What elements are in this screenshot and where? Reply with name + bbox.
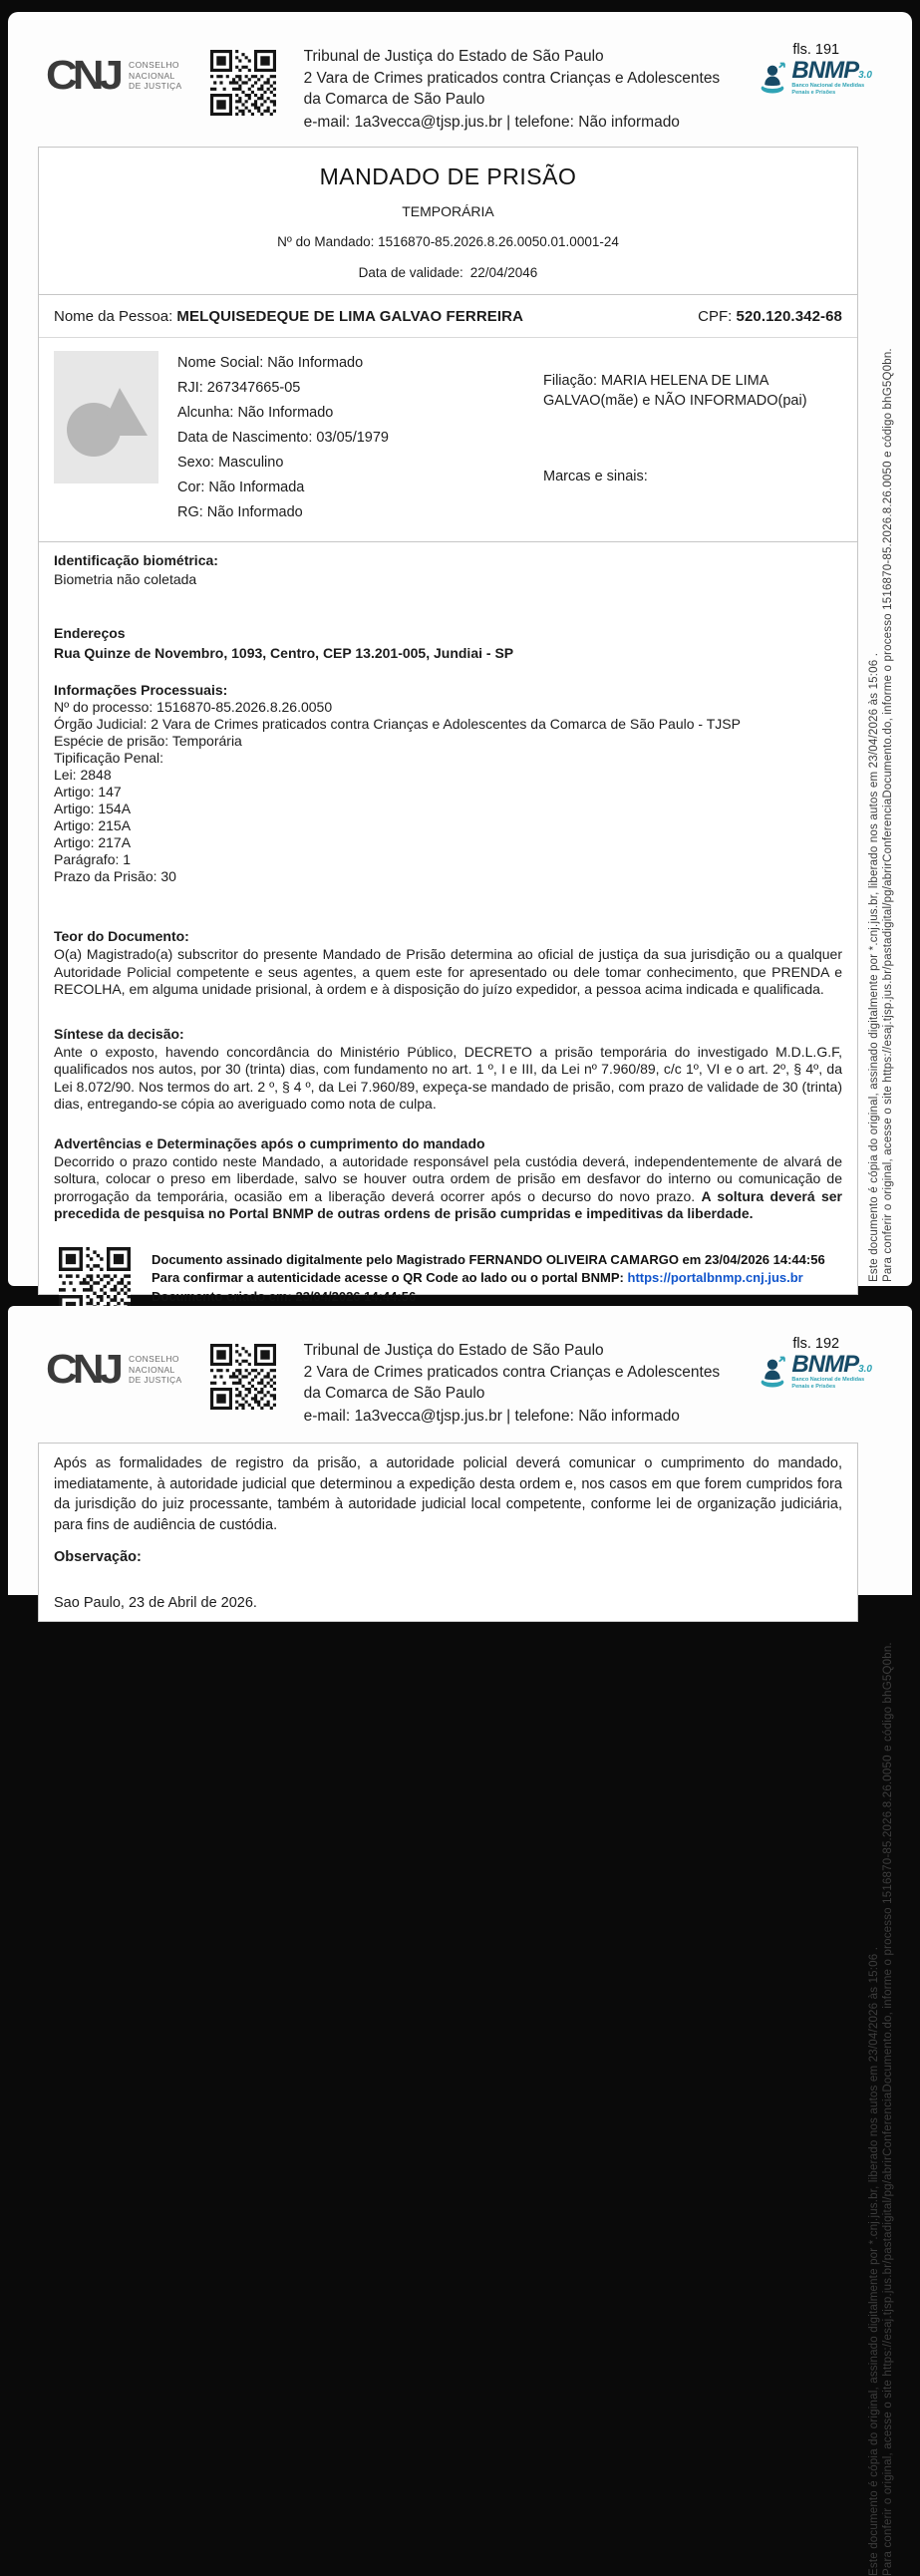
court-unit: 2 Vara de Crimes praticados contra Crianças e Adolescentes <box>303 69 721 87</box>
person-attr: Nome Social: Não Informado <box>177 355 364 371</box>
page-folio-number: fls. 192 <box>792 1336 840 1352</box>
cnj-logo-icon: CNJ <box>46 53 120 99</box>
bnmp-person-icon <box>760 62 787 94</box>
person-attr: Alcunha: Não Informado <box>177 405 334 421</box>
process-info-section: Informações Processuais: Nº do processo: 1516870-85.2026.8.26.0050 Órgão Judicial: 2 Vara de Crimes praticados contra Crianças e Adolescentes da Comarca de São Paulo - TJSP Espécie de prisão: Temporária Tipificação Penal: Lei: 2848 Artigo: 147 Artigo: 154A Artigo: 215A Artigo: 217A Parágrafo: 1 Prazo da Prisão: 30 <box>54 681 842 885</box>
authenticity-sidebar-text: Este documento é cópia do original, assinado digitalmente por *.cnj.jus.br, liberado nos autos em 23/04/2026 às 15:06 . Para conferir o original, acesse o site https://esaj.tjsp.jus.br/pastadigital/pg/abrirConferenciaDocumento.do, informe o processo 1516870-85.2026.8.26.0050 e código bhG5Q0bn. <box>868 348 894 1282</box>
sintese-section: Síntese da decisão: Ante o exposto, havendo concordância do Ministério Público, DECRETO a prisão temporária do investigado M.D.L.G.F, qualificados nos autos, por 30 (trinta) dias, com fundamento no art. 1 º, I e III, da Lei nº 7.960/89, c/c 1º, VI e o art. 2º, § 4º, da Lei 8.072/90. Nos termos do art. 2 º, § 4 º, da Lei 7.960/89, expeça-se mandado de prisão, com prazo de validade de 30 (trinta) dias, entregando-se cópia ao averiguado como nota de culpa. <box>54 1025 842 1112</box>
cnj-logo <box>46 53 182 99</box>
process-info-line: Artigo: 154A <box>54 801 132 816</box>
cnj-logo-icon: CNJ <box>46 1347 120 1393</box>
warrant-body <box>38 147 858 1304</box>
process-info-line: Artigo: 215A <box>54 817 132 833</box>
court-contact: e-mail: 1a3vecca@tjsp.jus.br | telefone: Não informado <box>303 1407 680 1425</box>
person-attr: Data de Nascimento: 03/05/1979 <box>177 430 389 446</box>
court-comarca: da Comarca de São Paulo <box>303 1385 485 1402</box>
warrant-number: Nº do Mandado: 1516870-85.2026.8.26.0050.01.0001-24 <box>277 234 619 249</box>
header-qr-code-icon <box>210 1344 276 1410</box>
person-attr: Sexo: Masculino <box>177 455 284 471</box>
authenticity-sidebar-text: Este documento é cópia do original, assinado digitalmente por *.cnj.jus.br, liberado nos autos em 23/04/2026 às 15:06 . Para conferir o original, acesse o site https://esaj.tjsp.jus.br/pastadigital/pg/abrirConferenciaDocumento.do, informe o processo 1516870-85.2026.8.26.0050 e código bhG5Q0bn. <box>868 1642 894 2576</box>
court-unit: 2 Vara de Crimes praticados contra Crianças e Adolescentes <box>303 1363 721 1381</box>
cnj-logo-caption: CONSELHO NACIONAL DE JUSTIÇA <box>129 1354 182 1386</box>
person-marcas: Marcas e sinais: <box>543 469 648 484</box>
date-line: Sao Paulo, 23 de Abril de 2026. <box>54 1595 257 1611</box>
document-page-2 <box>8 1306 912 2576</box>
signature-line2: Para confirmar a autenticidade acesse o QR Code ao lado ou o portal BNMP: https://portalbnmp.cnj.jus.br <box>152 1270 803 1285</box>
photo-placeholder-icon <box>54 351 158 483</box>
observacao-title: Observação: <box>54 1549 142 1565</box>
signature-line3: Documento criado em: 23/04/2026 14:44:56 <box>152 1288 417 1304</box>
process-info-line: Espécie de prisão: Temporária <box>54 733 242 749</box>
cnj-logo-caption: CONSELHO NACIONAL DE JUSTIÇA <box>129 60 182 92</box>
court-contact: e-mail: 1a3vecca@tjsp.jus.br | telefone: Não informado <box>303 113 680 131</box>
court-info <box>304 46 721 133</box>
process-info-line: Órgão Judicial: 2 Vara de Crimes praticados contra Crianças e Adolescentes da Comarca de São Paulo - TJSP <box>54 716 741 732</box>
bnmp-person-icon <box>760 1356 787 1388</box>
person-attr: RJI: 267347665-05 <box>177 380 301 396</box>
addresses-section: Endereços Rua Quinze de Novembro, 1093, Centro, CEP 13.201-005, Jundiai - SP <box>54 625 514 661</box>
bnmp-portal-link[interactable]: https://portalbnmp.cnj.jus.br <box>627 1270 803 1285</box>
process-info-line: Nº do processo: 1516870-85.2026.8.26.0050 <box>54 699 333 715</box>
page1-header <box>8 12 912 133</box>
process-info-line: Prazo da Prisão: 30 <box>54 868 176 884</box>
process-info-line: Parágrafo: 1 <box>54 851 132 867</box>
person-name: Nome da Pessoa: MELQUISEDEQUE DE LIMA GALVAO FERREIRA <box>54 308 524 325</box>
signature-line1: Documento assinado digitalmente pelo Magistrado FERNANDO OLIVEIRA CAMARGO em 23/04/2026 14:44:56 <box>152 1251 825 1267</box>
court-name: Tribunal de Justiça do Estado de São Paulo <box>303 48 604 65</box>
compliance-paragraph: Após as formalidades de registro da prisão, a autoridade policial deverá comunicar o cumprimento do mandado, imediatamente, à autoridade judicial que determinou a expedição desta ordem e, nos casos em que forem cumpridos fora da jurisdição do juiz processante, também à autoridade judicial local competente, conforme lei de organização judiciária, para fins de audiência de custódia. <box>54 1455 842 1533</box>
cnj-logo <box>46 1347 182 1393</box>
page-title: MANDADO DE PRISÃO <box>319 163 577 189</box>
page-folio-number: fls. 191 <box>792 42 840 58</box>
bnmp-logo: BNMP3.0 Banco Nacional de Medidas Penais e Prisões <box>760 60 872 96</box>
person-details-section <box>39 338 857 542</box>
header-qr-code-icon <box>210 50 276 116</box>
process-info-line: Artigo: 217A <box>54 834 132 850</box>
warrant-validity: Data de validade: 22/04/2046 <box>358 265 538 280</box>
process-info-line: Tipificação Penal: <box>54 750 163 766</box>
teor-body: O(a) Magistrado(a) subscritor do presente Mandado de Prisão determina ao oficial de justiça da sua jurisdição ou a qualquer Autoridade Policial competente e seus agentes, a quem este for apresentado ou dele tomar conhecimento, que PRENDA e RECOLHA, em alguma unidade prisional, à ordem e à disposição do juízo expedidor, a pessoa acima indicada e qualificada. <box>54 946 842 997</box>
process-info-line: Lei: 2848 <box>54 767 112 783</box>
person-attr: Cor: Não Informada <box>177 480 305 495</box>
court-name: Tribunal de Justiça do Estado de São Paulo <box>303 1342 604 1359</box>
warrant-type: TEMPORÁRIA <box>402 203 494 219</box>
court-info <box>304 1340 721 1427</box>
person-name-row <box>39 295 857 338</box>
advertencias-body: Decorrido o prazo contido neste Mandado, a autoridade responsável pela custódia deverá, independentemente de alvará de soltura, colocar o preso em liberdade, salvo se houver outra ordem de prisão em desfavor do interno ou comunicação de prorrogação da temporária, ocasião em a liberação deverá ocorrer após o decurso do novo prazo. A soltura deverá ser precedida de pesquisa no Portal BNMP de outras ordens de prisão cumpridas e impeditivas da liberdade. <box>54 1152 842 1221</box>
warrant-title-block <box>39 148 857 295</box>
person-attributes <box>177 351 506 525</box>
bnmp-logo: BNMP3.0 Banco Nacional de Medidas Penais e Prisões <box>760 1354 872 1390</box>
process-info-line: Artigo: 147 <box>54 784 122 800</box>
person-cpf: CPF: 520.120.342-68 <box>698 308 842 325</box>
teor-section: Teor do Documento: O(a) Magistrado(a) subscritor do presente Mandado de Prisão determina ao oficial de justiça da sua jurisdição ou a qualquer Autoridade Policial competente e seus agentes, a quem este for apresentado ou dele tomar conhecimento, que PRENDA e RECOLHA, em alguma unidade prisional, à ordem e à disposição do juízo expedidor, a pessoa acima indicada e qualificada. <box>54 928 842 997</box>
page2-header <box>8 1306 912 1427</box>
advertencias-section: Advertências e Determinações após o cumprimento do mandado Decorrido o prazo contido neste Mandado, a autoridade responsável pela custódia deverá, independentemente de alvará de soltura, colocar o preso em liberdade, salvo se houver outra ordem de prisão em desfavor do interno ou comunicação de prorrogação da temporária, ocasião em a liberação deverá ocorrer após o decurso do novo prazo. A soltura deverá ser precedida de pesquisa no Portal BNMP de outras ordens de prisão cumpridas e impeditivas da liberdade. <box>54 1134 842 1221</box>
court-comarca: da Comarca de São Paulo <box>303 91 485 108</box>
sintese-body: Ante o exposto, havendo concordância do Ministério Público, DECRETO a prisão temporária do investigado M.D.L.G.F, qualificados nos autos, por 30 (trinta) dias, com fundamento no art. 1 º, I e III, da Lei nº 7.960/89, c/c 1º, VI e o art. 2º, § 4º, da Lei 8.072/90. Nos termos do art. 2 º, § 4 º, da Lei 7.960/89, expeça-se mandado de prisão, com prazo de validade de 30 (trinta) dias, entregando-se cópia ao averiguado como nota de culpa. <box>54 1043 842 1112</box>
document-page-1 <box>8 12 912 1304</box>
person-filiacao: Filiação: MARIA HELENA DE LIMA GALVAO(mãe) e NÃO INFORMADO(pai) <box>543 373 807 409</box>
person-attr: RG: Não Informado <box>177 504 303 520</box>
biometrics-section: Identificação biométrica: Biometria não coletada <box>54 552 218 587</box>
page2-body <box>38 1443 858 1622</box>
